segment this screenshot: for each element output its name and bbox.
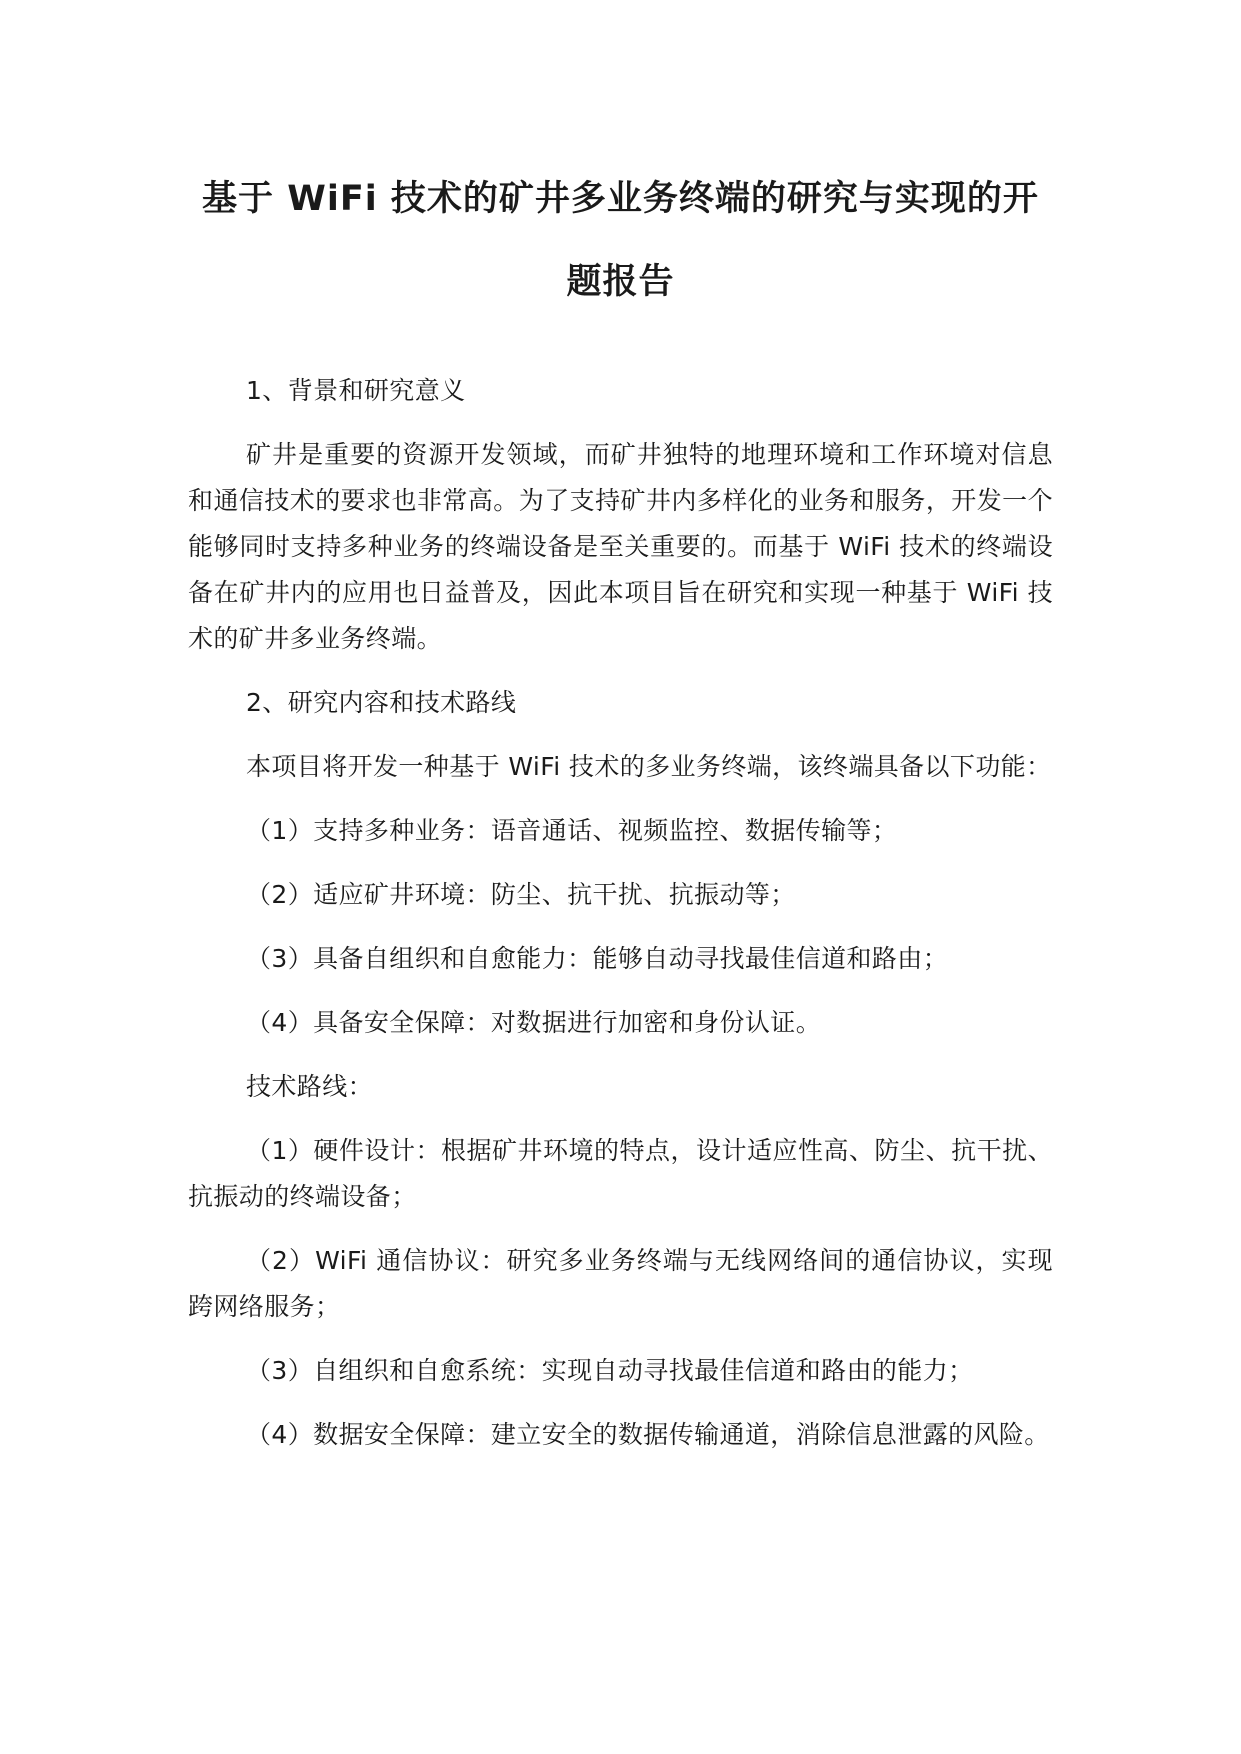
- paragraph-background: 矿井是重要的资源开发领域，而矿井独特的地理环境和工作环境对信息和通信技术的要求也非常高。为了支持矿井内多样化的业务和服务，开发一个能够同时支持多种业务的终端设备是至关重要的。而基于 WiFi 技术的终端设备在矿井内的应用也日益普及，因此本项目旨在研究和实现一种基于 WiFi 技术的矿井多业务终端。: [188, 440, 1053, 653]
- technical-route-heading: 技术路线：: [246, 1072, 374, 1101]
- route-item-3: （3）自组织和自愈系统：实现自动寻找最佳信道和路由的能力；: [246, 1356, 974, 1385]
- section-heading-research: 2、研究内容和技术路线: [246, 688, 517, 717]
- document-title: [188, 158, 1053, 324]
- paragraph-research-intro: 本项目将开发一种基于 WiFi 技术的多业务终端，该终端具备以下功能：: [246, 752, 1052, 781]
- function-item-4: （4）具备安全保障：对数据进行加密和身份认证。: [246, 1008, 822, 1037]
- function-item-3: （3）具备自组织和自愈能力：能够自动寻找最佳信道和路由；: [246, 944, 949, 973]
- route-item-4: （4）数据安全保障：建立安全的数据传输通道，消除信息泄露的风险。: [246, 1420, 1050, 1449]
- function-item-2: （2）适应矿井环境：防尘、抗干扰、抗振动等；: [246, 880, 796, 909]
- title-line-2: 题报告: [566, 262, 675, 302]
- title-line-1: 基于 WiFi 技术的矿井多业务终端的研究与实现的开: [202, 179, 1039, 219]
- route-item-1: （1）硬件设计：根据矿井环境的特点，设计适应性高、防尘、抗干扰、抗振动的终端设备；: [188, 1136, 1053, 1211]
- document-body: [188, 368, 1053, 1458]
- route-item-2: （2）WiFi 通信协议：研究多业务终端与无线网络间的通信协议，实现跨网络服务；: [188, 1246, 1053, 1321]
- section-heading-background: 1、背景和研究意义: [246, 376, 466, 405]
- function-item-1: （1）支持多种业务：语音通话、视频监控、数据传输等；: [246, 816, 898, 845]
